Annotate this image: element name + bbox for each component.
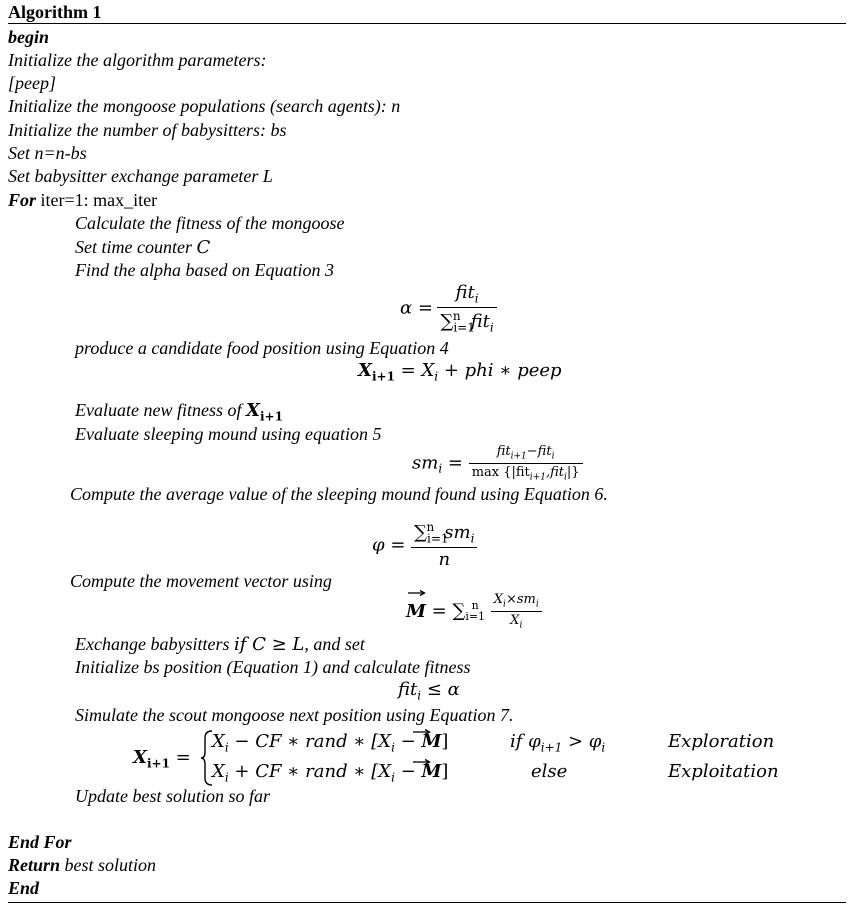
alpha-fraction (437, 282, 496, 334)
row2-M: M (421, 761, 442, 782)
sm-num-sub2: i (551, 451, 555, 462)
alpha-num-sub: i (474, 291, 479, 306)
M-num-sub2: i (535, 599, 539, 610)
M-num-x: X (493, 592, 504, 607)
eval-new-x: X (245, 400, 260, 421)
M-sup: n (471, 599, 479, 613)
line-exchange (75, 634, 365, 655)
M-limits (465, 600, 485, 622)
line-set-time (75, 237, 210, 258)
row2-condition: else (531, 761, 568, 782)
row1-M-arrow (412, 729, 432, 735)
bottom-rule (8, 902, 846, 903)
M-lhs: M (406, 600, 426, 622)
M-num-sub: i (503, 599, 506, 610)
M-den-x: X (510, 612, 520, 628)
row1-M: M (421, 731, 442, 752)
equation-phi (372, 520, 477, 570)
row2-x: X (212, 761, 225, 782)
sm-eq: = (442, 452, 469, 474)
row1-cond-sub: i+1 (540, 740, 563, 755)
eval-new-text: Evaluate new fitness of (75, 400, 246, 420)
line-init-bs: Initialize the number of babysitters: bs (8, 120, 287, 140)
phi-fraction (411, 520, 477, 570)
phi-sm: sm (444, 522, 471, 543)
row1-cond-sub2: i (601, 740, 606, 755)
sm-den-sub2: i (563, 472, 567, 483)
line-produce: produce a candidate food position using Equation 4 (75, 338, 449, 358)
algorithm-title: Algorithm 1 (8, 2, 102, 22)
phi-lhs: φ = (372, 534, 406, 556)
top-rule (8, 23, 846, 24)
line-compute-move: Compute the movement vector using (70, 571, 332, 591)
scout-eq: = (169, 747, 191, 768)
alpha-sum-sup: n (452, 308, 461, 323)
row1-condition (510, 732, 605, 758)
phi-sum-sup: n (426, 520, 435, 534)
alpha-lhs: α = (400, 297, 433, 319)
line-peep: [peep] (8, 73, 56, 93)
begin-keyword: begin (8, 27, 50, 47)
phi-sum-sub: i=1 (427, 531, 449, 546)
eval-new-x-sub: i+1 (259, 409, 283, 424)
row1-label: Exploration (668, 731, 775, 752)
equation-position (358, 361, 562, 387)
x-lhs: X (358, 360, 372, 381)
scout-row-1 (212, 732, 448, 758)
equation-movement (406, 592, 542, 630)
sm-num-fit: fit (496, 444, 511, 459)
exchange-condition: if C ≥ L (233, 634, 305, 655)
row1-x: X (212, 731, 225, 752)
scout-lhs (133, 748, 191, 774)
alpha-num: fit (455, 282, 475, 303)
set-time-var: C (196, 237, 211, 258)
x-rhs: = X (394, 360, 435, 381)
line-for (8, 190, 157, 210)
set-time-text: Set time counter (75, 237, 197, 257)
row2-M-arrow (412, 759, 432, 765)
line-set-L: Set babysitter exchange parameter L (8, 166, 273, 186)
for-range: iter=1: max_iter (36, 190, 158, 210)
sm-den-sub1: i+1 (529, 472, 546, 483)
for-keyword: For (8, 190, 37, 210)
fit-cond-tail: ≤ α (421, 679, 460, 700)
row1-close: ] (441, 731, 449, 752)
row1-cond-tail: > φ (562, 731, 602, 752)
row1-sub: i (224, 740, 229, 755)
row2-sub: i (224, 770, 229, 785)
phi-den: n (438, 548, 451, 570)
sm-num-mid: −fit (526, 444, 552, 459)
line-eval-new (75, 400, 283, 427)
line-eval-sleep: Evaluate sleeping mound using equation 5 (75, 424, 382, 444)
sm-den-post: |} (566, 464, 580, 480)
phi-sm-sub: i (470, 531, 475, 546)
M-lhs-arrow (407, 590, 427, 596)
sm-den-mid: ,fit (545, 464, 564, 480)
M-sub: i=1 (465, 610, 486, 624)
sm-den-pre: max {|fit (471, 464, 530, 480)
sm-lhs: sm (412, 452, 439, 474)
row2-minus: − (394, 761, 422, 782)
line-find-alpha: Find the alpha based on Equation 3 (75, 260, 334, 280)
line-compute-avg: Compute the average value of the sleeping mound found using Equation 6. (70, 484, 608, 504)
scout-x: X (133, 747, 147, 768)
line-simulate: Simulate the scout mongoose next position using Equation 7. (75, 705, 514, 725)
sm-num-sub1: i+1 (510, 451, 527, 462)
exchange-post: , and set (304, 634, 365, 654)
fit-cond: fit (398, 679, 418, 700)
row2-close: ] (441, 761, 449, 782)
line-update: Update best solution so far (75, 786, 271, 806)
fit-cond-sub: i (417, 688, 422, 703)
row2-sub2: i (391, 770, 395, 785)
row1-tail: − CF ∗ rand ∗ [X (228, 731, 392, 752)
M-eq: = ∑ (425, 600, 466, 622)
M-num-mid: ×sm (505, 592, 536, 607)
scout-x-sub: i+1 (146, 756, 170, 771)
row2-tail: + CF ∗ rand ∗ [X (228, 761, 392, 782)
line-return (8, 855, 156, 875)
alpha-den-fit: fit (470, 310, 490, 332)
row1-cond: if φ (510, 731, 541, 752)
phi-sum: ∑ (414, 522, 428, 543)
row1-sub2: i (391, 740, 395, 755)
line-init-bs-pos: Initialize bs position (Equation 1) and calculate fitness (75, 657, 471, 677)
alpha-sum: ∑ (440, 310, 454, 332)
M-den-sub: i (519, 620, 523, 631)
end-for-keyword: End For (8, 832, 72, 852)
exchange-pre: Exchange babysitters (75, 634, 234, 654)
equation-fit-condition (398, 680, 460, 706)
line-calc-fit: Calculate the fitness of the mongoose (75, 213, 345, 233)
sm-lhs-sub: i (438, 461, 443, 476)
line-init-pop: Initialize the mongoose populations (search agents): n (8, 96, 401, 116)
return-keyword: Return (8, 855, 61, 875)
scout-row-2 (212, 762, 448, 788)
line-set-n: Set n=n-bs (8, 143, 87, 163)
equation-alpha (400, 282, 497, 334)
x-lhs-sub: i+1 (371, 369, 395, 384)
row1-minus: − (394, 731, 422, 752)
x-rhs-sub: i (434, 369, 439, 384)
line-init-params: Initialize the algorithm parameters: (8, 50, 267, 70)
end-keyword: End (8, 878, 40, 898)
M-fraction (491, 592, 542, 630)
alpha-sum-sub: i=1 (453, 320, 475, 335)
alpha-den-fit-sub: i (489, 320, 494, 335)
equation-sleeping-mound (412, 444, 583, 482)
return-text: best solution (60, 855, 157, 875)
row2-label: Exploitation (668, 761, 779, 782)
x-rhs-tail: + phi ∗ peep (438, 360, 562, 381)
sm-fraction (469, 444, 583, 482)
